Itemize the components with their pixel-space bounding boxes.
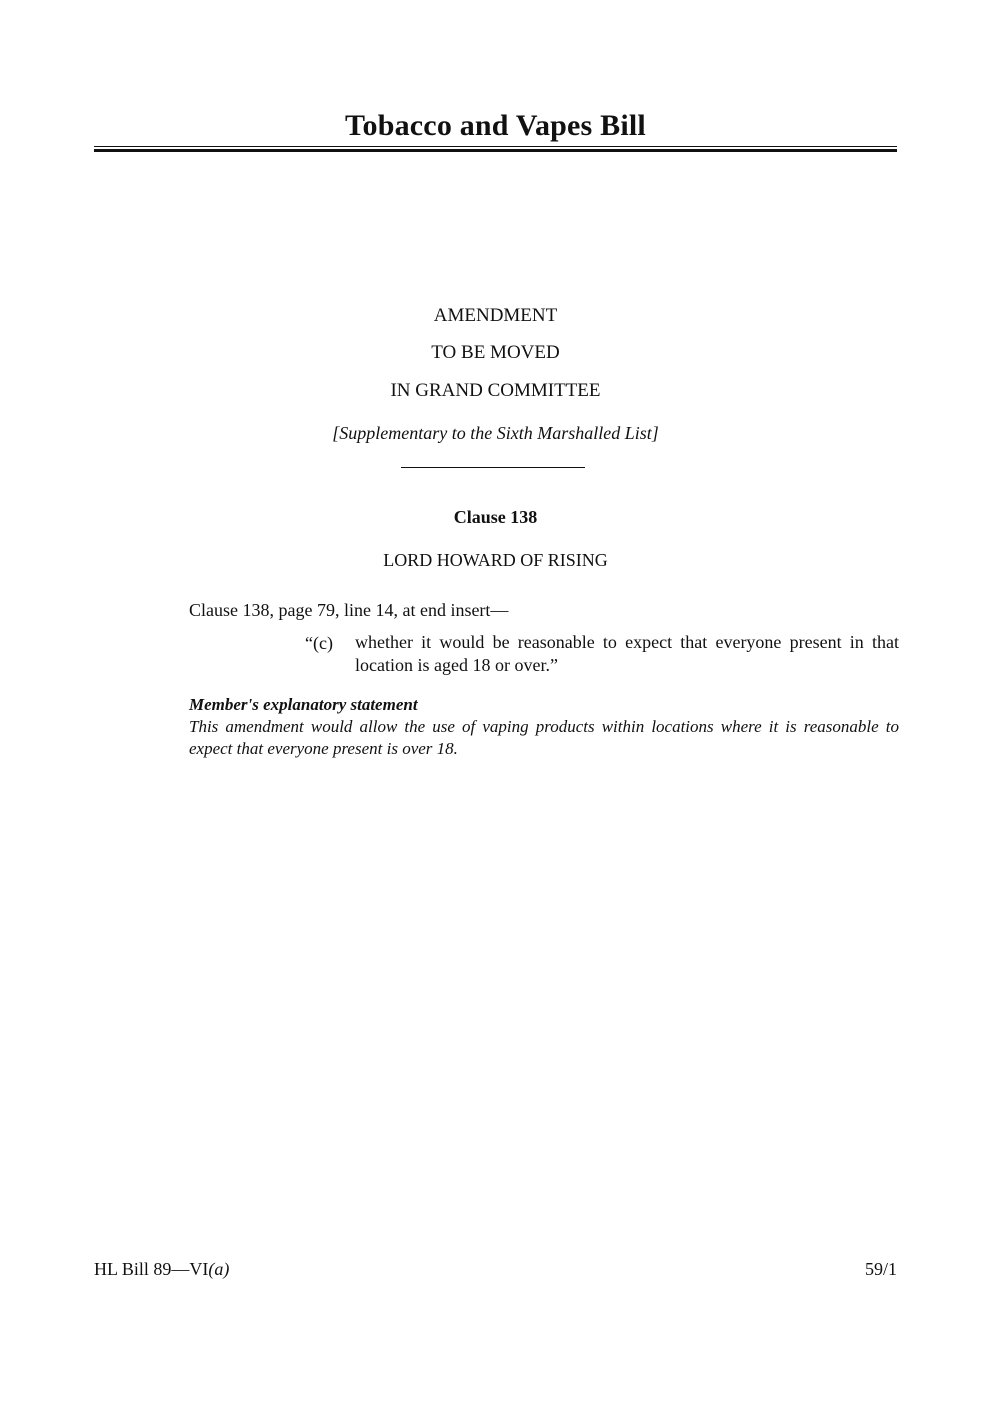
paragraph-label: “(c) <box>305 633 333 653</box>
title-rule-thick <box>94 149 897 152</box>
section-divider <box>401 467 585 468</box>
proposer-name: LORD HOWARD OF RISING <box>383 550 608 570</box>
supplementary-note: [Supplementary to the Sixth Marshalled List] <box>332 423 659 443</box>
explanatory-statement-body: This amendment would allow the use of vaping products within locations where it is reasonable to expect that everyone present is over 18. <box>189 717 899 758</box>
explanatory-statement-heading: Member's explanatory statement <box>189 695 418 714</box>
bill-reference-prefix: HL Bill 89—VI <box>94 1259 209 1279</box>
clause-heading: Clause 138 <box>453 507 538 527</box>
paragraph-text: whether it would be reasonable to expect that everyone present in that location is aged 18 or over.” <box>355 632 899 675</box>
to-be-moved-label: TO BE MOVED <box>431 342 560 363</box>
bill-reference-suffix: (a) <box>208 1259 230 1279</box>
amendment-label: AMENDMENT <box>433 305 558 326</box>
page-title: Tobacco and Vapes Bill <box>345 109 646 142</box>
amendment-instruction: Clause 138, page 79, line 14, at end insert— <box>189 600 509 620</box>
title-rule-thin <box>94 146 897 147</box>
page-reference: 59/1 <box>864 1259 897 1279</box>
bill-reference <box>94 1257 229 1281</box>
committee-label: IN GRAND COMMITTEE <box>390 380 601 401</box>
